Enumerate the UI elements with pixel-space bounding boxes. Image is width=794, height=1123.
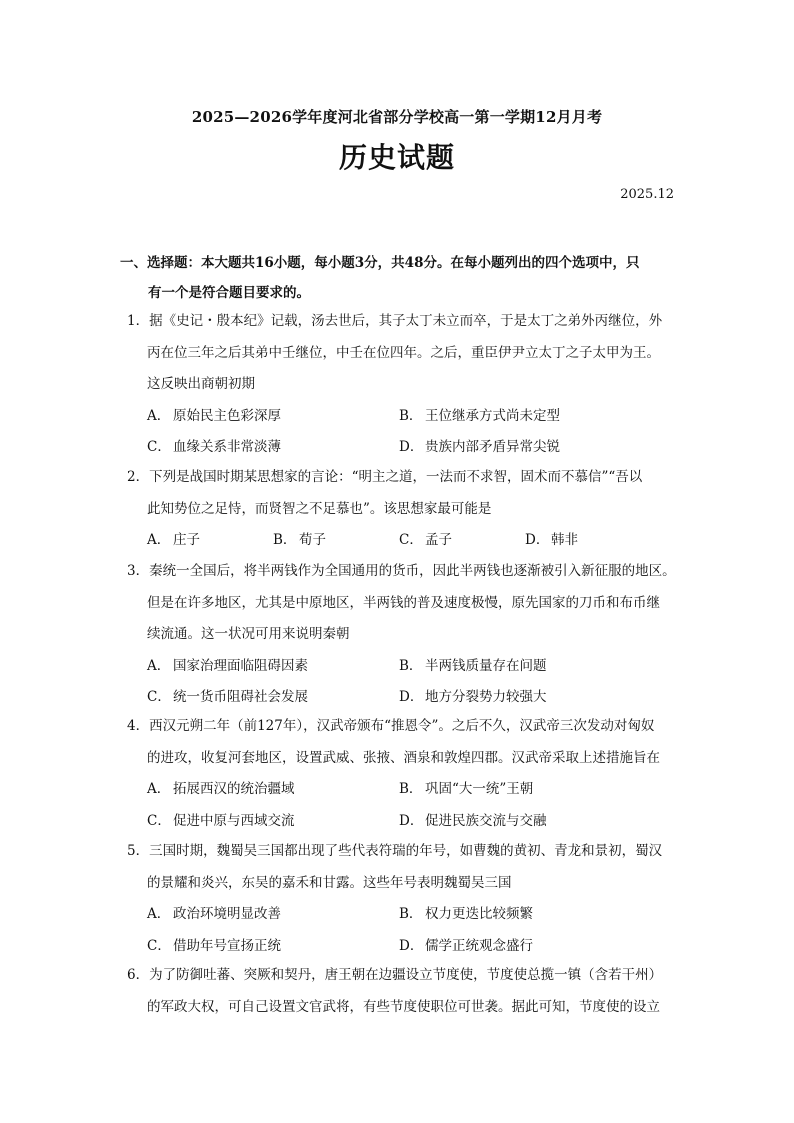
option-a[interactable]: A． 拓展西汉的统治疆域 [147,781,295,797]
question-stem-line: 1．据《史记・殷本纪》记载，汤去世后，其子太丁未立而卒，于是太丁之弟外丙继位，外 [127,313,663,329]
question-2 [127,462,687,557]
question-stem-line: 3．秦统一全国后，将半两钱作为全国通用的货币，因此半两钱也逐渐被引入新征服的地区。 [127,563,676,579]
question-1 [127,306,687,464]
question-stem-line: 续流通。这一状况可用来说明秦朝 [147,626,350,642]
section-heading-line: 一、选择题：本大题共16小题，每小题3分，共48分。在每小题列出的四个选项中，只 [120,255,640,271]
option-c[interactable]: C． 孟子 [399,532,452,548]
question-6 [127,960,687,1023]
question-stem-line: 的进攻，收复河套地区，设置武威、张掖、酒泉和敦煌四郡。汉武帝采取上述措施旨在 [147,749,660,766]
question-stem-line: 但是在许多地区，尤其是中原地区，半两钱的普及速度极慢，原先国家的刀币和布币继 [147,594,660,611]
option-b[interactable]: B． 荀子 [273,532,326,548]
question-stem-line: 2．下列是战国时期某思想家的言论：“明主之道，一法而不求智，固术而不慕信”“吾以 [127,469,643,485]
subject-title: 历史试题 [338,141,455,174]
option-row [127,682,687,714]
option-b[interactable]: B． 权力更迭比较频繁 [399,906,533,922]
question-stem-line: 的景耀和炎兴，东吴的嘉禾和甘露。这些年号表明魏蜀吴三国 [147,874,512,891]
option-row [127,432,687,464]
option-a[interactable]: A． 国家治理面临阻碍因素 [147,657,308,674]
option-c[interactable]: C． 统一货币阻碍社会发展 [147,689,308,705]
question-4 [127,711,687,837]
option-row [127,899,687,931]
exam-date: 2025.12 [620,187,674,202]
section-heading-line: 有一个是符合题目要求的。 [148,285,310,301]
option-a[interactable]: A． 庄子 [147,532,200,548]
option-row [127,806,687,838]
option-d[interactable]: D． 韩非 [525,532,578,548]
option-row [127,651,687,683]
option-row [127,525,687,557]
question-5 [127,836,687,962]
option-a[interactable]: A． 政治环境明显改善 [147,906,281,922]
option-b[interactable]: B． 半两钱质量存在问题 [399,657,547,674]
option-a[interactable]: A． 原始民主色彩深厚 [147,407,281,424]
option-row [127,774,687,806]
question-stem-line: 的军政大权，可自己设置文官武将，有些节度使职位可世袭。据此可知，节度使的设立 [147,998,660,1015]
question-stem-line: 5．三国时期，魏蜀吴三国都出现了些代表符瑞的年号，如曹魏的黄初、青龙和景初，蜀汉 [127,843,663,859]
option-b[interactable]: B． 王位继承方式尚未定型 [399,407,560,424]
option-row [127,401,687,433]
section-heading [120,248,680,308]
exam-title: 2025—2026学年度河北省部分学校高一第一学期12月月考 [191,108,603,126]
option-c[interactable]: C． 借助年号宣扬正统 [147,937,281,954]
question-stem-line: 4．西汉元朔二年（前127年），汉武帝颁布“推恩令”。之后不久，汉武帝三次发动对匈奴 [127,718,655,734]
option-d[interactable]: D． 儒学正统观念盛行 [399,937,533,954]
question-stem-line: 这反映出商朝初期 [147,376,255,392]
option-b[interactable]: B． 巩固“大一统”王朝 [399,781,534,797]
option-d[interactable]: D． 贵族内部矛盾异常尖锐 [399,439,560,455]
option-c[interactable]: C． 血缘关系非常淡薄 [147,439,281,455]
option-d[interactable]: D． 地方分裂势力较强大 [399,689,547,705]
question-3 [127,556,687,714]
option-c[interactable]: C． 促进中原与西域交流 [147,812,295,829]
question-stem-line: 此知势位之足恃，而贤智之不足慕也”。该思想家最可能是 [147,500,492,517]
option-d[interactable]: D． 促进民族交流与交融 [399,812,547,829]
question-stem-line: 丙在位三年之后其弟中壬继位，中壬在位四年。之后，重臣伊尹立太丁之子太甲为王。 [147,344,660,361]
question-stem-line: 6．为了防御吐蕃、突厥和契丹，唐王朝在边疆设立节度使，节度使总揽一镇（含若干州） [127,967,663,983]
option-row [127,931,687,963]
